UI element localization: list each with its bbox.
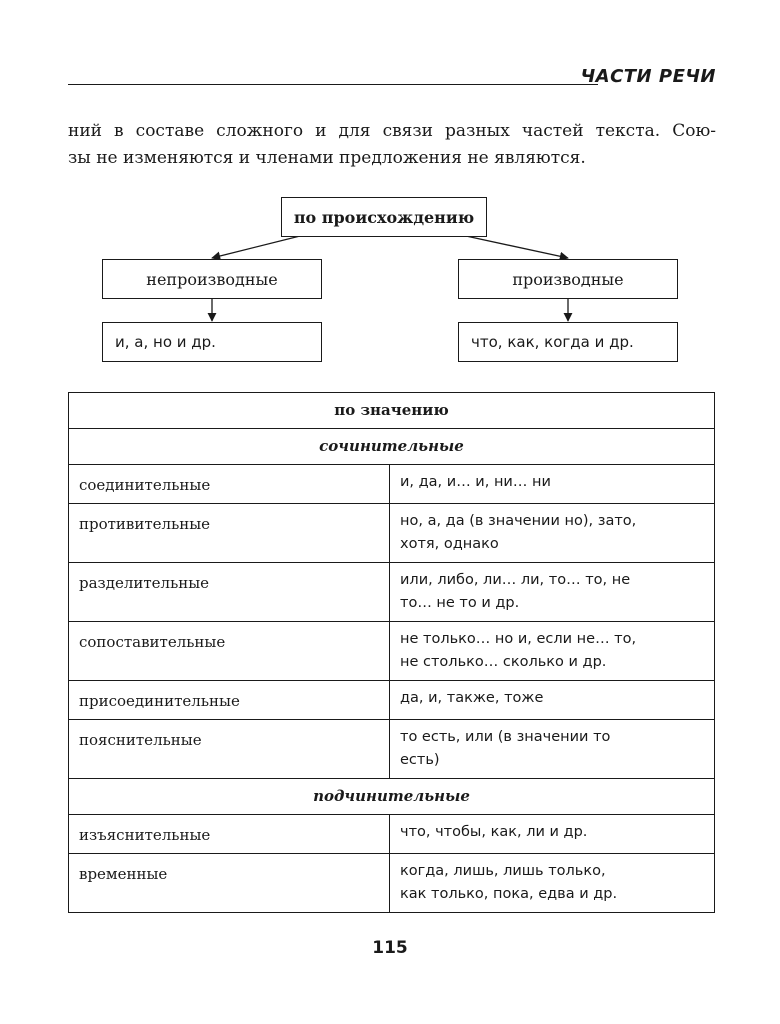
section-title: ЧАСТИ РЕЧИ <box>580 66 716 87</box>
derived-examples-box: что, как, когда и др. <box>458 322 678 362</box>
table-row <box>69 854 715 913</box>
derived-box: производные <box>458 259 678 299</box>
conjunction-type: пояснительные <box>69 720 390 779</box>
arrow-root-to-right <box>466 236 568 258</box>
table-row <box>69 563 715 622</box>
conjunction-type: изъяснительные <box>69 815 390 854</box>
table-row <box>69 681 715 720</box>
group-header: сочинительные <box>69 429 715 465</box>
table-title: по значению <box>69 393 715 429</box>
paragraph-line: зы не изменяются и членами предложения не являются. <box>68 148 586 168</box>
conjunction-type: противительные <box>69 504 390 563</box>
conjunction-examples: или, либо, ли… ли, то… то, не то… не то и др. <box>390 563 715 622</box>
origin-root-box: по происхождению <box>281 197 487 237</box>
table-row <box>69 465 715 504</box>
page-number: 115 <box>372 938 408 958</box>
conjunction-type: сопоставительные <box>69 622 390 681</box>
conjunction-type: разделительные <box>69 563 390 622</box>
conjunction-examples: но, а, да (в значении но), зато, хотя, однако <box>390 504 715 563</box>
conjunction-type: присоединительные <box>69 681 390 720</box>
conjunction-examples: не только… но и, если не… то, не столько… сколько и др. <box>390 622 715 681</box>
conjunction-examples: когда, лишь, лишь только, как только, пока, едва и др. <box>390 854 715 913</box>
conjunction-examples: да, и, также, тоже <box>390 681 715 720</box>
table-row <box>69 720 715 779</box>
arrow-root-to-left <box>212 236 300 258</box>
conjunction-examples: то есть, или (в значении то есть) <box>390 720 715 779</box>
conjunction-type: временные <box>69 854 390 913</box>
table-row <box>69 429 715 465</box>
conjunction-examples: и, да, и… и, ни… ни <box>390 465 715 504</box>
conjunction-type: соединительные <box>69 465 390 504</box>
group-header: подчинительные <box>69 779 715 815</box>
table-row <box>69 622 715 681</box>
meaning-table <box>68 392 715 913</box>
non-derived-examples-box: и, а, но и др. <box>102 322 322 362</box>
conjunction-examples: что, чтобы, как, ли и др. <box>390 815 715 854</box>
paragraph-line: ний в составе сложного и для связи разных частей текста. Сою- <box>68 121 716 141</box>
table-row <box>69 393 715 429</box>
non-derived-box: непроизводные <box>102 259 322 299</box>
table-row <box>69 815 715 854</box>
table-row <box>69 779 715 815</box>
table-row <box>69 504 715 563</box>
